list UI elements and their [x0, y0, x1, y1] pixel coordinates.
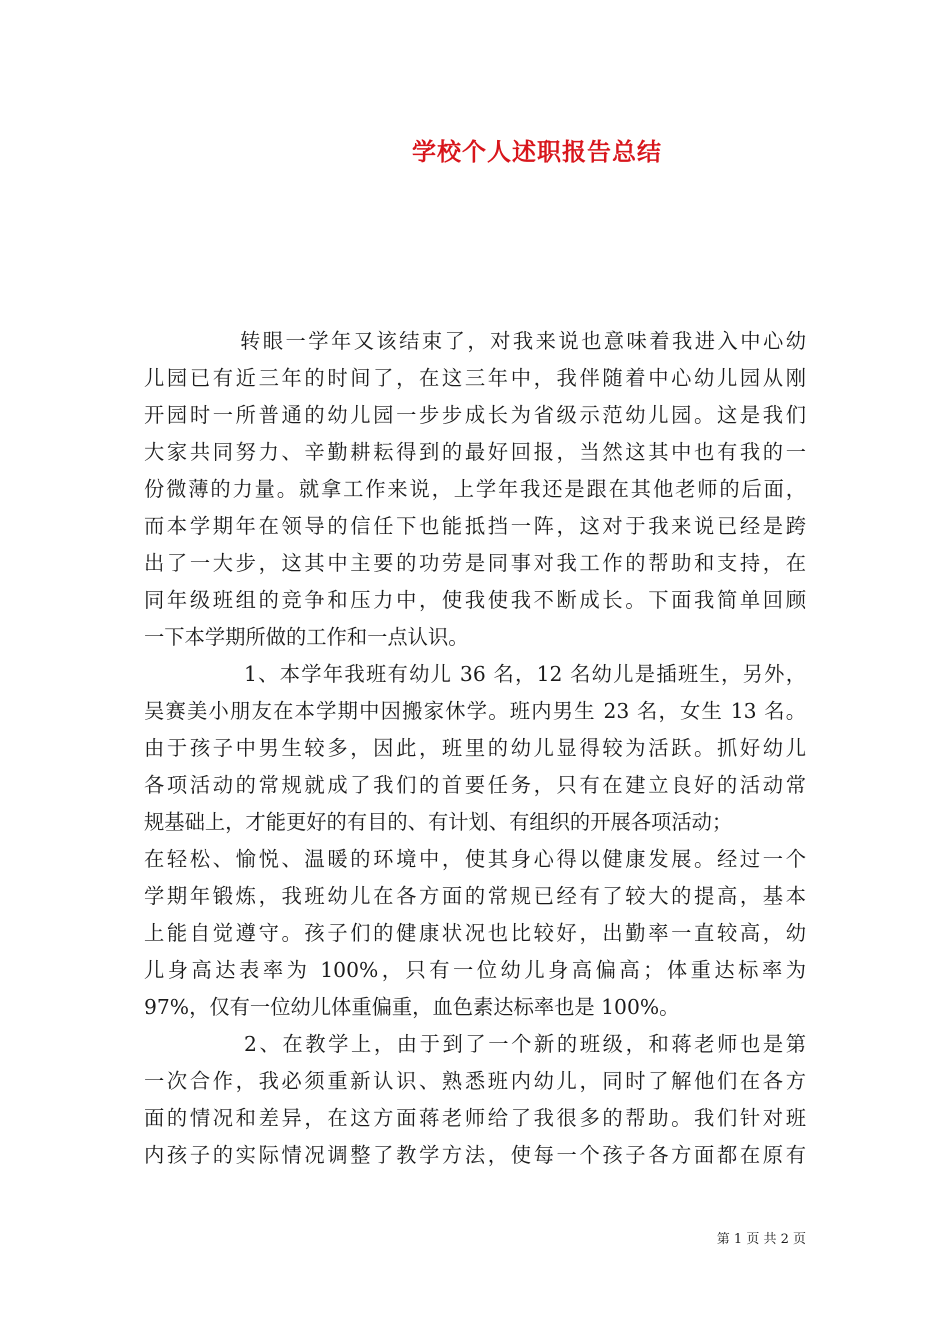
body-line: 同年级班组的竞争和压力中，使我使我不断成长。下面我简单回顾	[144, 588, 806, 612]
body-line: 在轻松、愉悦、温暖的环境中，使其身心得以健康发展。经过一个	[144, 847, 806, 871]
body-line: 一下本学期所做的工作和一点认识。	[144, 625, 469, 649]
body-line: 学期年锻炼，我班幼儿在各方面的常规已经有了较大的提高，基本	[144, 884, 806, 908]
body-line: 开园时一所普通的幼儿园一步步成长为省级示范幼儿园。这是我们	[144, 403, 806, 427]
body-line: 儿身高达表率为 100%，只有一位幼儿身高偏高；体重达标率为	[144, 958, 806, 982]
body-line: 97%，仅有一位幼儿体重偏重，血色素达标率也是 100%。	[144, 995, 680, 1019]
body-line: 转眼一学年又该结束了，对我来说也意味着我进入中心幼	[240, 329, 806, 353]
body-line: 大家共同努力、辛勤耕耘得到的最好回报，当然这其中也有我的一	[144, 440, 806, 464]
body-line: 份微薄的力量。就拿工作来说，上学年我还是跟在其他老师的后面，	[144, 477, 806, 501]
body-line: 儿园已有近三年的时间了，在这三年中，我伴随着中心幼儿园从刚	[144, 366, 806, 390]
body-line: 2、在教学上，由于到了一个新的班级，和蒋老师也是第	[244, 1032, 806, 1056]
body-line: 内孩子的实际情况调整了教学方法，使每一个孩子各方面都在原有	[144, 1143, 806, 1167]
body-line: 面的情况和差异，在这方面蒋老师给了我很多的帮助。我们针对班	[144, 1106, 806, 1130]
body-line: 出了一大步，这其中主要的功劳是同事对我工作的帮助和支持，在	[144, 551, 806, 575]
body-line: 1、本学年我班有幼儿 36 名，12 名幼儿是插班生，另外，	[244, 662, 806, 686]
page-number: 第 1 页 共 2 页	[716, 1232, 806, 1247]
body-line: 一次合作，我必须重新认识、熟悉班内幼儿，同时了解他们在各方	[144, 1069, 806, 1093]
body-line: 而本学期年在领导的信任下也能抵挡一阵，这对于我来说已经是跨	[144, 514, 806, 538]
document-body	[144, 323, 806, 1174]
body-line: 各项活动的常规就成了我们的首要任务，只有在建立良好的活动常	[144, 773, 806, 797]
body-line: 上能自觉遵守。孩子们的健康状况也比较好，出勤率一直较高，幼	[144, 921, 806, 945]
body-line: 由于孩子中男生较多，因此，班里的幼儿显得较为活跃。抓好幼儿	[144, 736, 806, 760]
body-line: 吴赛美小朋友在本学期中因搬家休学。班内男生 23 名，女生 13 名。	[144, 699, 806, 723]
body-line: 规基础上，才能更好的有目的、有计划、有组织的开展各项活动；	[144, 810, 733, 834]
document-title: 学校个人述职报告总结	[412, 137, 662, 166]
